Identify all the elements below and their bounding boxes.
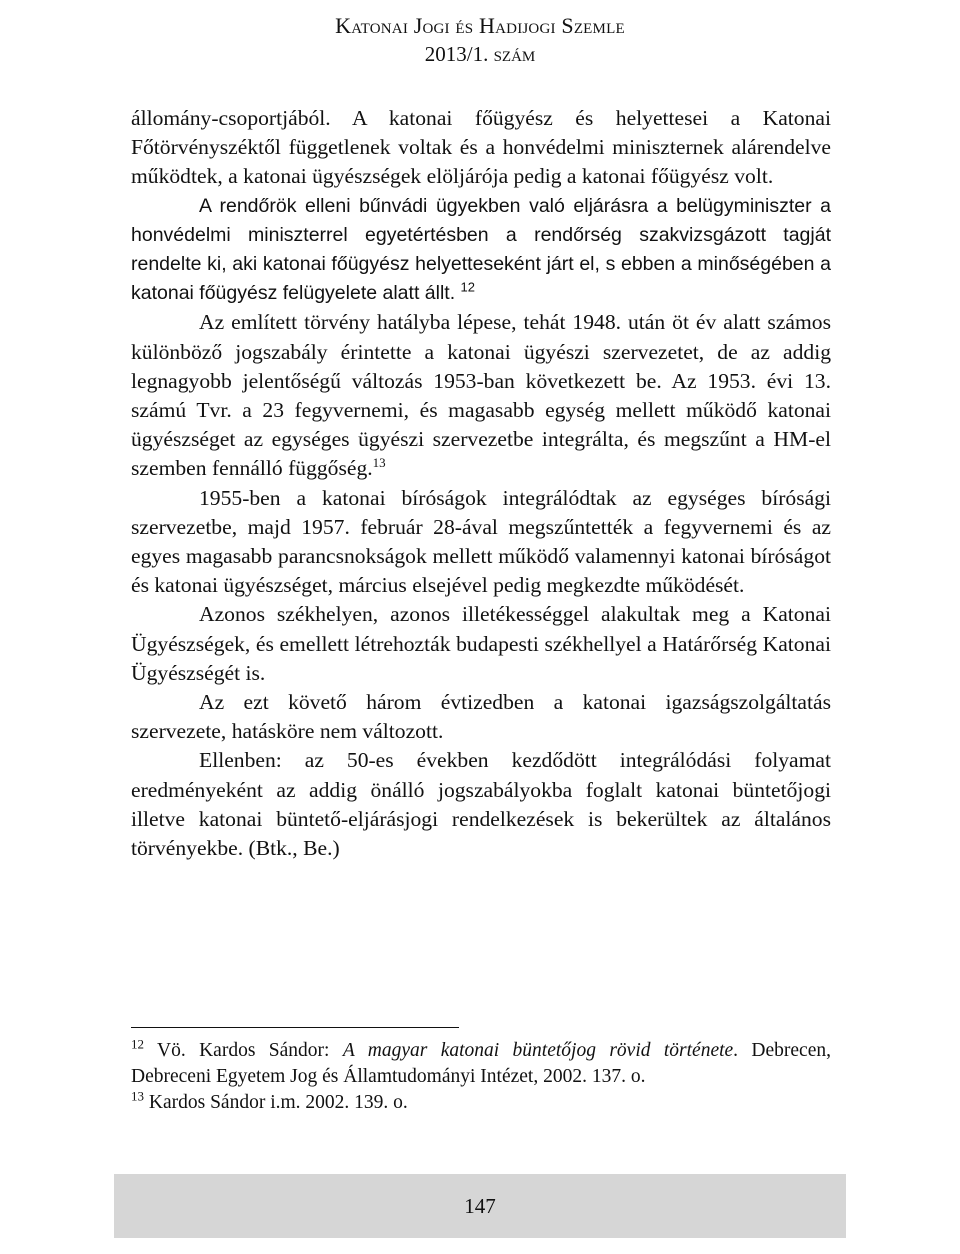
footnote-12-number: 12 (131, 1036, 144, 1052)
paragraph-5: Azonos székhelyen, azonos illetékességgel alakultak meg a Katonai Ügyészségek, és emellett létrehozták budapesti székhellyel a Határőrség Katonai Ügyészségét is. (131, 602, 831, 685)
paragraph-7: Ellenben: az 50-es években kezdődött integrálódási folyamat eredményeként az addig önálló jogszabályokba foglalt katonai büntetőjogi illetve katonai büntető-eljárásjogi rendelkezések is bekerültek az általános törvényekbe. (Btk., Be.) (131, 748, 831, 861)
footnote-13-text: Kardos Sándor i.m. 2002. 139. o. (148, 1092, 408, 1113)
footnote-12 (131, 1038, 831, 1090)
paragraph-3-text: Az említett törvény hatályba lépese, tehát 1948. után öt év alatt számos különböző jogszabály érintette a katonai ügyészi szervezetet, de az addig legnagyobb jelentőségű változás 1953-ban következett be. Az 1953. évi 13. számú Tvr. a 23 fegyvernemi, és magasabb egység mellett működő katonai ügyészséget az egységes ügyészi szervezetbe integrálta, és megszűnt a HM-el szemben fennálló függőség. (131, 310, 831, 481)
paragraph-3 (131, 308, 831, 483)
paragraph-2 (131, 192, 831, 309)
footnote-ref-12: 12 (460, 279, 476, 295)
footnote-13 (131, 1090, 831, 1116)
paragraph-2-text: A rendőrök elleni bűnvádi ügyekben való eljárásra a belügyminiszter a honvédelmi miniszterrel egyetértésben a rendőrség szakvizsgázott tagját rendelte ki, aki katonai főügyész helyetteseként járt el, s ebben a minőségében a katonai főügyész felügyelete alatt állt. (131, 194, 831, 305)
footnote-divider (131, 1027, 459, 1028)
issue-number: 2013/1. szám (424, 42, 536, 66)
footnote-12-author: Vö. Kardos Sándor: (157, 1040, 330, 1061)
journal-title: Katonai Jogi és Hadijogi Szemle (335, 13, 625, 38)
page-number: 147 (464, 1194, 496, 1218)
paragraph-1: állomány-csoportjából. A katonai főügyész és helyettesei a Katonai Főtörvényszéktől függetlenek voltak és a honvédelmi miniszternek alárendelve működtek, a katonai ügyészségek elöljárója pedig a katonai főügyész volt. (131, 106, 831, 189)
footnote-13-number: 13 (131, 1088, 144, 1104)
paragraph-4: 1955-ben a katonai bíróságok integrálódtak az egységes bírósági szervezetbe, majd 1957. február 28-ával megszűntették a fegyvernemi és az egyes magasabb parancsnokságok mellett működő valamennyi katonai bíróságot és katonai ügyészséget, március elsejével pedig megkezdte működését. (131, 485, 831, 598)
footnote-12-rest: . Debrecen, Debreceni Egyetem Jog és Államtudományi Intézet, 2002. 137. o. (131, 1040, 831, 1087)
body-text (131, 104, 831, 863)
page-number-box (114, 1174, 846, 1238)
paragraph-6: Az ezt követő három évtizedben a katonai igazságszolgáltatás szervezete, hatásköre nem változott. (131, 690, 831, 744)
running-header (0, 12, 960, 68)
footnote-12-title: A magyar katonai büntetőjog rövid története (342, 1040, 734, 1061)
footnotes (131, 1038, 831, 1116)
footnote-ref-13: 13 (372, 455, 386, 471)
